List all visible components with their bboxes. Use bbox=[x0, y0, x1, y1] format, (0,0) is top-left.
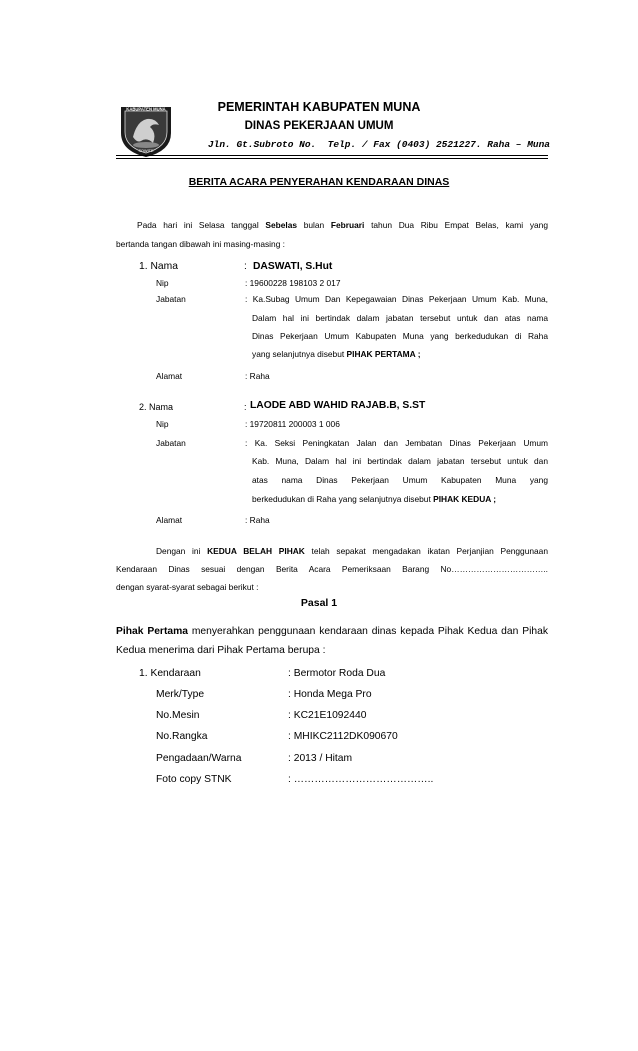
header-government: PEMERINTAH KABUPATEN MUNA bbox=[217, 100, 421, 114]
opening-line-2: bertanda tangan dibawah ini masing-masing : bbox=[116, 239, 286, 249]
document-title: BERITA ACARA PENYERAHAN KENDARAAN DINAS bbox=[188, 176, 450, 188]
header-address: Jln. Gt.Subroto No. Telp. / Fax (0403) 2521227. Raha – Muna bbox=[207, 139, 550, 150]
party2-nip-label: Nip bbox=[156, 419, 169, 429]
party2-alamat-label: Alamat bbox=[156, 515, 183, 525]
party2-jabatan-line-2: Kab. Muna, Dalam hal ini bertindak dalam jabatan tersebut untuk dan bbox=[252, 456, 548, 466]
header-rule-thin bbox=[116, 158, 548, 159]
party1-alamat: : Raha bbox=[245, 371, 270, 381]
party1-jabatan-label: Jabatan bbox=[156, 294, 186, 304]
no-rangka-value: : MHIKC2112DK090670 bbox=[288, 731, 398, 742]
party1-alamat-label: Alamat bbox=[156, 371, 183, 381]
vehicle-label: 1. Kendaraan bbox=[139, 668, 201, 679]
party1-jabatan-line-2: Dalam hal ini bertindak dalam jabatan tersebut untuk dan atas nama bbox=[252, 313, 548, 323]
no-mesin-value: : KC21E1092440 bbox=[288, 710, 367, 721]
party2-jabatan-line-3: atas nama Dinas Pekerjaan Umum Kabupaten Muna yang bbox=[252, 475, 548, 485]
pasal-heading: Pasal 1 bbox=[300, 597, 338, 609]
foto-copy-stnk-label: Foto copy STNK bbox=[156, 774, 232, 785]
party2-jabatan-line-4: berkedudukan di Raha yang selanjutnya disebut PIHAK KEDUA ; bbox=[252, 494, 497, 504]
header-rule-thick bbox=[116, 155, 548, 156]
merk-type-value: : Honda Mega Pro bbox=[288, 689, 372, 700]
party2-nama-sep: : bbox=[244, 402, 247, 412]
party1-jabatan-line-4: yang selanjutnya disebut PIHAK PERTAMA ; bbox=[252, 349, 421, 359]
no-rangka-label: No.Rangka bbox=[156, 731, 208, 742]
merk-type-label: Merk/Type bbox=[156, 689, 205, 700]
agreement-line-1: Dengan ini KEDUA BELAH PIHAK telah sepakat mengadakan ikatan Perjanjian Penggunaan bbox=[156, 546, 548, 556]
party2-nama-label: 2. Nama bbox=[139, 402, 174, 412]
party1-nip: : 19600228 198103 2 017 bbox=[245, 278, 341, 288]
pengadaan-warna-value: : 2013 / Hitam bbox=[288, 753, 353, 764]
foto-copy-stnk-value: : ………………………………….. bbox=[288, 774, 434, 785]
svg-text:KABUPATEN MUNA: KABUPATEN MUNA bbox=[126, 106, 166, 112]
agreement-line-3: dengan syarat-syarat sebagai berikut : bbox=[116, 582, 259, 592]
pengadaan-warna-label: Pengadaan/Warna bbox=[156, 753, 242, 764]
party1-nip-label: Nip bbox=[156, 278, 169, 288]
party2-name: LAODE ABD WAHID RAJAB.B, S.ST bbox=[250, 400, 426, 411]
vehicle-value: : Bermotor Roda Dua bbox=[288, 668, 386, 679]
header-department: DINAS PEKERJAAN UMUM bbox=[244, 120, 394, 132]
pasal-text-line-2: Kedua menerima dari Pihak Pertama berupa : bbox=[116, 645, 326, 656]
party1-nama-sep: : bbox=[244, 261, 247, 272]
party2-nip: : 19720811 200003 1 006 bbox=[245, 419, 340, 429]
party1-name: DASWATI, S.Hut bbox=[253, 261, 333, 272]
no-mesin-label: No.Mesin bbox=[156, 710, 200, 721]
party1-jabatan-line-1: : Ka.Subag Umum Dan Kepegawaian Dinas Pekerjaan Umum Kab. Muna, bbox=[245, 294, 548, 304]
party2-alamat: : Raha bbox=[245, 515, 270, 525]
svg-text:SOWITE: SOWITE bbox=[138, 149, 154, 153]
party2-jabatan-label: Jabatan bbox=[156, 438, 186, 448]
pasal-text-line-1: Pihak Pertama menyerahkan penggunaan kendaraan dinas kepada Pihak Kedua dan Pihak bbox=[116, 626, 548, 637]
party2-jabatan-line-1: : Ka. Seksi Peningkatan Jalan dan Jembatan Dinas Pekerjaan Umum bbox=[245, 438, 548, 448]
party1-nama-label: 1. Nama bbox=[139, 261, 178, 272]
opening-line-1: Pada hari ini Selasa tanggal Sebelas bulan Februari tahun Dua Ribu Empat Belas, kami yang bbox=[137, 220, 548, 230]
party1-jabatan-line-3: Dinas Pekerjaan Umum Kabupaten Muna yang berkedudukan di Raha bbox=[252, 331, 548, 341]
agreement-line-2: Kendaraan Dinas sesuai dengan Berita Acara Pemeriksaan Barang No…………………………….. bbox=[116, 564, 548, 574]
